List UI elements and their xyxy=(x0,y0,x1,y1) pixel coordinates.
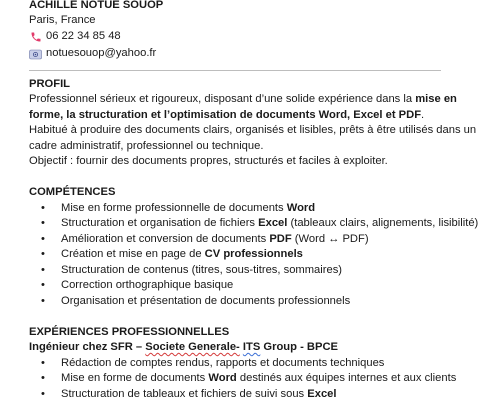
experiences-heading: EXPÉRIENCES PROFESSIONNELLES xyxy=(29,325,230,338)
profil-paragraph-1: Professionnel sérieux et rigoureux, disposant d’une solide expérience dans la mise en forme, la structuration et l’optimisation de documents Word, Excel et PDF. xyxy=(29,93,457,121)
job-title: Ingénieur chez SFR – Societe Generale- ITS Group - BPCE xyxy=(29,341,338,353)
list-item: • Structuration de tableaux et fichiers de suivi sous Excel xyxy=(29,387,483,403)
competences-heading: COMPÉTENCES xyxy=(29,186,116,198)
profil-heading: PROFIL xyxy=(29,77,71,90)
list-item: • Amélioration et conversion de documents PDF (Word ↔ PDF) xyxy=(29,232,483,248)
candidate-city: Paris, France xyxy=(29,14,96,26)
list-item: • Structuration de contenus (titres, sous-titres, sommaires) xyxy=(29,263,483,279)
experiences-list xyxy=(29,356,483,403)
list-item: • Création et mise en page de CV professionnels xyxy=(29,247,483,263)
phone-row xyxy=(29,29,483,46)
header-divider xyxy=(29,70,441,71)
email-row xyxy=(29,46,483,63)
list-item: • Correction orthographique basique xyxy=(29,278,483,294)
list-item: • Structuration et organisation de fichiers Excel (tableaux clairs, alignements, lisibilité) xyxy=(29,216,483,232)
list-item: • Mise en forme professionnelle de documents Word xyxy=(29,201,483,217)
email-icon xyxy=(29,48,42,61)
list-item: • Mise en forme de documents Word destinés aux équipes internes et aux clients xyxy=(29,371,483,387)
phone-number: 06 22 34 85 48 xyxy=(46,30,121,43)
email-address[interactable]: notuesouop@yahoo.fr xyxy=(46,47,157,60)
phone-icon xyxy=(29,31,42,44)
list-item: • Rédaction de comptes rendus, rapports et documents techniques xyxy=(29,356,483,372)
profil-paragraph-3: Objectif : fournir des documents propres, structurés et faciles à exploiter. xyxy=(29,155,388,167)
candidate-name: ACHILLE NOTUE SOUOP xyxy=(29,0,164,11)
list-item: • Organisation et présentation de documents professionnels xyxy=(29,294,483,310)
profil-paragraph-2: Habitué à produire des documents clairs, organisés et lisibles, prêts à être utilisés dans un cadre administratif, professionnel ou technique. xyxy=(29,124,477,152)
competences-list xyxy=(29,201,483,310)
